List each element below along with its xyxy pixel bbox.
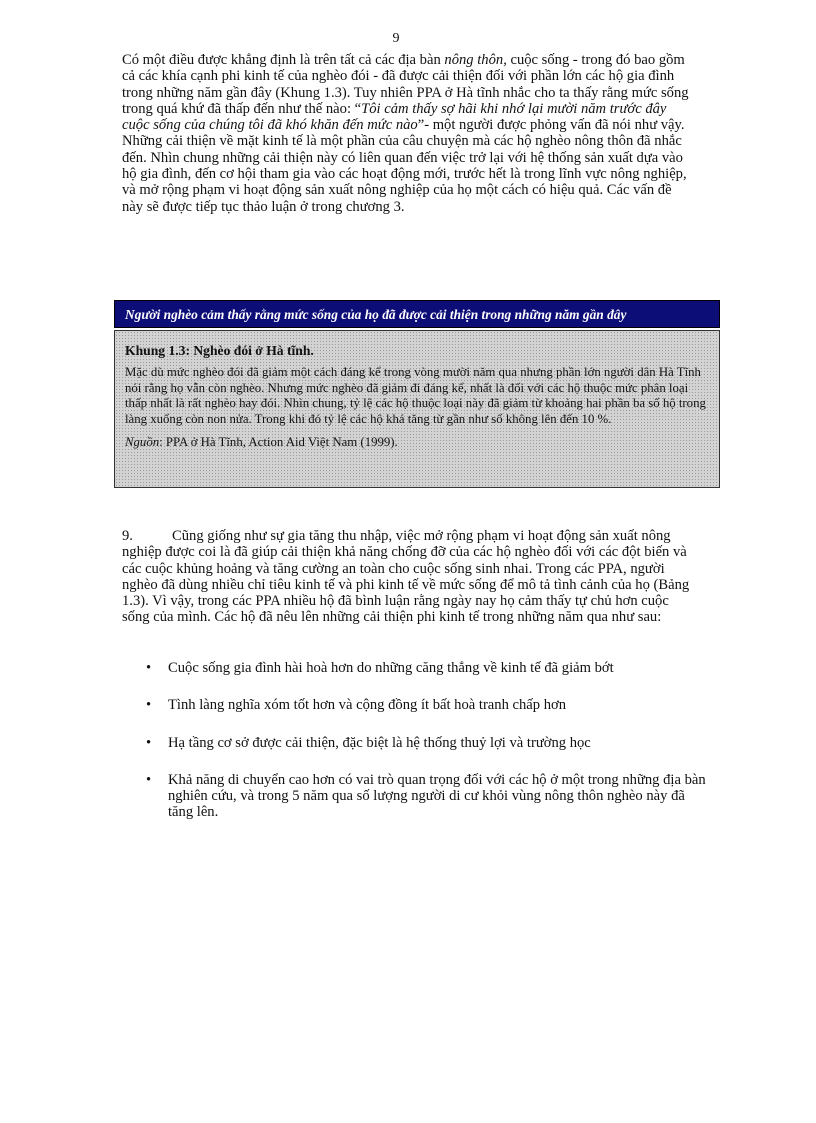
list-item-text: Hạ tầng cơ sở được cải thiện, đặc biệt là hệ thống thuỷ lợi và trường học [168, 734, 591, 751]
bullet-icon: • [146, 697, 152, 714]
list-item [146, 772, 706, 821]
paragraph-9 [122, 528, 690, 626]
info-box [114, 330, 720, 488]
bullet-icon: • [146, 771, 152, 788]
box-source [125, 435, 709, 451]
bullet-icon: • [146, 734, 152, 751]
intro-italic-term: nông thôn [444, 52, 504, 68]
intro-text-2: , cuộc sống - trong đó bao gồm cả các khía cạnh phi kinh tế của nghèo đói - đã được cải thiện đối với phần lớn các hộ gia đình trong những năm gần đây (Khung 1.3). Tuy nhiên PPA ở Hà tĩnh nhắc cho ta thấy rằng mức sống trong quá khứ đã thấp đến như thế nào: “ [122, 52, 689, 117]
list-item-text: Khả năng di chuyển cao hơn có vai trò quan trọng đối với các hộ ở một trong những địa bàn nghiên cứu, và trong 5 năm qua số lượng người di cư khỏi vùng nông thôn nghèo này đã tăng lên. [168, 771, 706, 821]
list-item-text: Cuộc sống gia đình hài hoà hơn do những căng thẳng về kinh tế đã giảm bớt [168, 660, 614, 676]
intro-text-1: Có một điều được khẳng định là trên tất cả các địa bàn [122, 52, 445, 68]
list-item [146, 697, 706, 713]
list-item [146, 735, 706, 751]
page-number: 9 [392, 31, 400, 46]
box-header: Người nghèo cảm thấy rằng mức sống của họ đã được cải thiện trong những năm gần đây [114, 300, 720, 328]
paragraph-9-text: Cũng giống như sự gia tăng thu nhập, việc mở rộng phạm vi hoạt động sản xuất nông nghiệp được coi là đã giúp cải thiện khả năng chống đỡ của các hộ nghèo đối với các đột biến và các cuộc khủng hoảng và tăng cường an toàn cho cuộc sống sinh nhai. Trong các PPA, người nghèo đã dùng nhiều chỉ tiêu kinh tế và phi kinh tế về mức sống để mô tả tình cảnh của họ (Bảng 1.3). Vì vậy, trong các PPA nhiều hộ đã bình luận rằng ngày nay họ cảm thấy tự chủ hơn cuộc sống của mình. Các hộ đã nêu lên những cải thiện phi kinh tế trong những năm qua như sau: [122, 528, 690, 626]
box-source-text: : PPA ở Hà Tĩnh, Action Aid Việt Nam (1999). [159, 435, 398, 449]
box-source-label: Nguồn [125, 435, 160, 449]
box-title: Khung 1.3: Nghèo đói ở Hà tĩnh. [125, 343, 314, 358]
intro-text-3: ”- một người được phỏng vấn đã nói như vậy. Những cải thiện về mặt kinh tế là một phần của câu chuyện mà các hộ nghèo nông thôn đã nhắc đến. Nhìn chung những cải thiện này có liên quan đến việc trở lại với hệ thống sản xuất dựa vào hộ gia đình, đến cơ hội tham gia vào các hoạt động mới, trước hết là trong lĩnh vực nông nghiệp, và mở rộng phạm vi hoạt động sản xuất nông nghiệp của họ một cách có hiệu quả. Các vấn đề này sẽ được tiếp tục thảo luận ở trong chương 3. [122, 117, 687, 215]
intro-quote: Tôi cảm thấy sợ hãi khi nhớ lại mười năm trước đây cuộc sống của chúng tôi đã khó khăn đến mức nào [122, 100, 667, 134]
intro-paragraph [122, 52, 690, 215]
bullet-list [146, 660, 706, 842]
paragraph-number: 9. [122, 528, 133, 544]
list-item-text: Tình làng nghĩa xóm tốt hơn và cộng đồng ít bất hoà tranh chấp hơn [168, 697, 567, 714]
bullet-icon: • [146, 660, 152, 676]
list-item [146, 660, 706, 676]
box-text: Mặc dù mức nghèo đói đã giảm một cách đáng kể trong vòng mười năm qua nhưng phần lớn người dân Hà Tĩnh nói rằng họ vẫn còn nghèo. Nhưng mức nghèo đã giảm đi đáng kể, nhất là đối với các hộ thuộc mức phân loại thấp nhất là rất nghèo hay đói. Nhìn chung, tỷ lệ các hộ thuộc loại này đã giảm từ khoảng hai phần ba số hộ trong làng xuống còn non nửa. Trong khi đó tỷ lệ các hộ khá tăng từ gần như số không lên đến 10 %. [125, 365, 706, 426]
